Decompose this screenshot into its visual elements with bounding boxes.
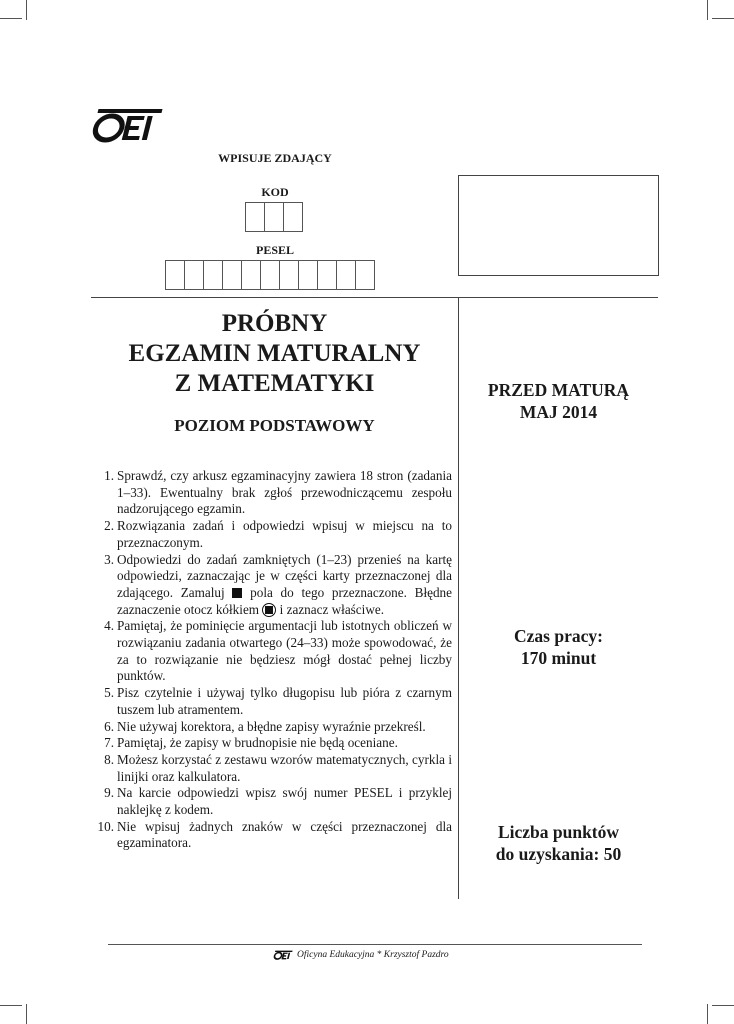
instruction-item xyxy=(94,785,452,818)
sticker-area xyxy=(458,175,659,276)
instruction-number: 4. xyxy=(104,618,114,634)
instruction-item xyxy=(94,719,452,736)
pesel-box[interactable] xyxy=(223,261,242,289)
exam-level: POZIOM PODSTAWOWY xyxy=(174,416,375,435)
code-box[interactable] xyxy=(265,203,284,231)
crop-mark xyxy=(707,0,708,20)
working-time xyxy=(459,625,658,669)
instruction-number: 3. xyxy=(104,551,114,567)
points-value: do uzyskania: 50 xyxy=(495,844,622,864)
instruction-number: 9. xyxy=(104,785,114,801)
instruction-number: 2. xyxy=(104,518,114,534)
crop-mark xyxy=(0,18,22,19)
instruction-text: Pamiętaj, że zapisy w brudnopisie nie będą oceniane. xyxy=(117,735,398,751)
pesel-box[interactable] xyxy=(166,261,185,289)
pesel-box[interactable] xyxy=(204,261,223,289)
exam-title-line: PRÓBNY xyxy=(221,310,328,337)
crop-mark xyxy=(712,18,734,19)
exam-title-line: EGZAMIN MATURALNY xyxy=(128,340,421,367)
points-label: Liczba punktów xyxy=(497,822,620,842)
pesel-box[interactable] xyxy=(185,261,204,289)
crop-mark xyxy=(707,1004,708,1024)
pesel-boxes[interactable] xyxy=(165,260,375,290)
instruction-number: 7. xyxy=(104,735,114,751)
instruction-number: 5. xyxy=(104,685,114,701)
instruction-text: Pamiętaj, że pominięcie argumentacji lub istotnych obliczeń w rozwiązaniu zadania otwartego (24–33) może spowodować, że za to rozwiązanie nie będziesz mógł dostać pełnej liczby punktów. xyxy=(117,618,452,684)
instruction-number: 10. xyxy=(97,818,114,834)
divider-horizontal xyxy=(91,297,658,298)
crop-mark xyxy=(712,1005,734,1006)
pesel-box[interactable] xyxy=(280,261,299,289)
instruction-number: 6. xyxy=(104,718,114,734)
instruction-item xyxy=(94,752,452,785)
pesel-box[interactable] xyxy=(337,261,356,289)
working-time-label: Czas pracy: xyxy=(514,626,603,646)
session-line: MAJ 2014 xyxy=(519,402,598,422)
pesel-label: PESEL xyxy=(255,243,294,257)
working-time-value: 170 minut xyxy=(520,648,597,668)
pesel-box[interactable] xyxy=(299,261,318,289)
instruction-item xyxy=(94,819,452,852)
circled-square-icon xyxy=(262,603,276,617)
instruction-item xyxy=(94,552,452,619)
instruction-text: Pisz czytelnie i używaj tylko długopisu lub pióra z czarnym tuszem lub atramentem. xyxy=(117,685,452,717)
crop-mark xyxy=(0,1005,22,1006)
crop-mark xyxy=(26,1004,27,1024)
publisher-logo-small xyxy=(273,950,293,960)
code-label: KOD xyxy=(261,185,289,199)
code-box[interactable] xyxy=(284,203,302,231)
filled-by-candidate-label: WPISUJE ZDAJĄCY xyxy=(218,151,332,165)
publisher-name: Oficyna Edukacyjna * Krzysztof Pazdro xyxy=(297,950,449,960)
session-line: PRZED MATURĄ xyxy=(487,380,630,400)
instruction-text: Na karcie odpowiedzi wpisz swój numer PESEL i przyklej naklejkę z kodem. xyxy=(117,785,452,818)
filled-square-icon xyxy=(232,588,242,598)
footer xyxy=(273,950,449,960)
pesel-box[interactable] xyxy=(242,261,261,289)
instruction-text: Odpowiedzi do zadań zamkniętych (1–23) przenieś na kartę odpowiedzi, zaznaczając je w części karty przeznaczonej dla zdającego. Zamaluj xyxy=(117,551,452,600)
code-boxes[interactable] xyxy=(245,202,303,232)
crop-mark xyxy=(26,0,27,20)
instruction-item xyxy=(94,518,452,551)
instruction-text: Nie używaj korektora, a błędne zapisy wyraźnie przekreśl. xyxy=(117,718,426,734)
instruction-item xyxy=(94,735,452,752)
exam-title xyxy=(91,309,458,399)
instruction-number: 1. xyxy=(104,468,114,483)
instruction-text: i zaznacz właściwe. xyxy=(276,601,384,617)
footer-divider xyxy=(108,944,642,945)
pesel-box[interactable] xyxy=(356,261,374,289)
instruction-text: pola do tego przeznaczone. Błędne zaznaczenie otocz kółkiem xyxy=(117,584,452,617)
points-total xyxy=(459,821,658,865)
instruction-item xyxy=(94,618,452,685)
instruction-text: Możesz korzystać z zestawu wzorów matematycznych, cyrkla i linijki oraz kalkulatora. xyxy=(117,751,452,784)
instruction-text: Sprawdź, czy arkusz egzaminacyjny zawiera 18 stron (zadania 1–33). Ewentualny brak zgłoś przewodniczącemu zespołu nadzorującego egzamin. xyxy=(117,468,452,517)
instruction-item xyxy=(94,468,452,518)
instruction-text: Nie wpisuj żadnych znaków w części przeznaczonej dla egzaminatora. xyxy=(117,818,452,851)
publisher-logo xyxy=(90,107,164,143)
instructions-list xyxy=(94,468,452,852)
pesel-box[interactable] xyxy=(261,261,280,289)
exam-session xyxy=(459,379,658,423)
code-box[interactable] xyxy=(246,203,265,231)
instruction-number: 8. xyxy=(104,751,114,767)
pesel-box[interactable] xyxy=(318,261,337,289)
instruction-text: Rozwiązania zadań i odpowiedzi wpisuj w miejscu na to przeznaczonym. xyxy=(117,518,452,550)
instruction-item xyxy=(94,685,452,718)
exam-title-line: Z MATEMATYKI xyxy=(174,370,375,397)
